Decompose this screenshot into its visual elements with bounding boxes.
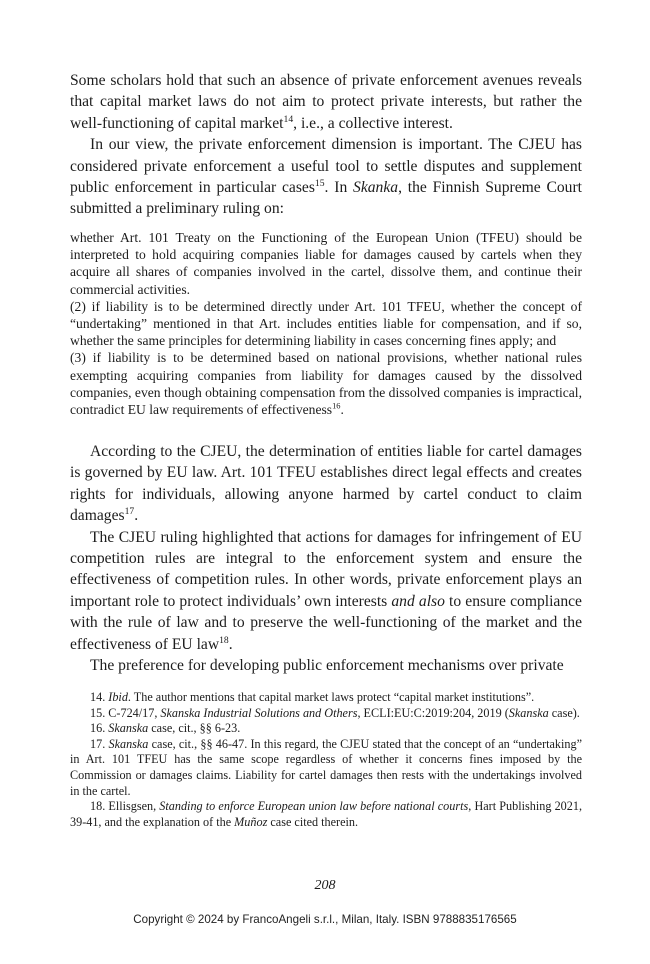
- footnote-text: . The author mentions that capital market laws protect “capital market institutions”.: [127, 690, 535, 704]
- footnote-italic: Skanska: [108, 736, 149, 751]
- body-text-top: [70, 70, 582, 220]
- body-text-bottom: [70, 441, 582, 676]
- footnote-ref[interactable]: 15: [314, 177, 325, 189]
- paragraph-text: to ensure compliance with the rule of law and to preserve the well-functioning of the market and the effectiveness of EU law: [70, 592, 582, 653]
- footnote-italic: Skanska: [508, 705, 549, 720]
- block-quote: [70, 229, 582, 418]
- footnote-text: , Hart Publishing 2021, 39-41, and the explanation of the: [70, 799, 583, 829]
- paragraph: [70, 70, 582, 134]
- emphasis: and also: [391, 592, 445, 610]
- footnotes: [70, 690, 582, 830]
- footnote-ref[interactable]: 14: [283, 113, 294, 125]
- footnote-number: 16.: [90, 721, 109, 736]
- footnote-italic: Standing to enforce European union law before national courts: [159, 799, 469, 814]
- footnote-italic: Skanska Industrial Solutions and Others: [160, 705, 358, 720]
- paragraph: [70, 527, 582, 655]
- copyright-notice: Copyright © 2024 by FrancoAngeli s.r.l., Milan, Italy. ISBN 9788835176565: [133, 913, 517, 926]
- footnote-ref[interactable]: 16: [332, 400, 341, 411]
- paragraph-text: .: [228, 635, 233, 653]
- footnote-italic: Muñoz: [234, 814, 268, 829]
- footnote-text: case, cit., §§ 46-47. In this regard, the CJEU stated that the concept of an “undertaking” in Art. 101 TFEU has the same scope regardless of whether it concerns fines imposed by the Commission or damages claims. Liability for cartel damages then rests with the undertakings involved in the cartel.: [70, 736, 583, 798]
- paragraph-text: In our view, the private enforcement dimension is important. The CJEU has considered private enforcement a useful tool to settle disputes and supplement public enforcement in particular cases: [70, 136, 582, 197]
- footnote-18: [70, 799, 582, 830]
- quote-item: whether Art. 101 Treaty on the Functioning of the European Union (TFEU) should be interpreted to hold acquiring companies liable for damages caused by cartels when they acquire all shares of companies involved in the cartel, dissolve them, and continue their commercial activities.: [70, 230, 582, 297]
- footnote-ref[interactable]: 17: [124, 506, 135, 518]
- paragraph-text: The CJEU ruling highlighted that actions for damages for infringement of EU competition rules are integral to the enforcement system and ensure the effectiveness of competition rules. In other words, private enforcement plays an important role to protect individuals’ own interests: [70, 528, 582, 610]
- paragraph: [70, 441, 582, 527]
- paragraph: [70, 134, 582, 220]
- footnote-text: case).: [548, 705, 580, 720]
- footnote-italic: Ibid: [108, 690, 128, 704]
- footnote-text: , ECLI:EU:C:2019:204, 2019 (: [357, 705, 509, 720]
- footnote-17: [70, 737, 582, 799]
- quote-text: .: [340, 402, 344, 418]
- paragraph: The preference for developing public enforcement mechanisms over private: [90, 657, 564, 675]
- footnote-16: [70, 721, 582, 737]
- paragraph-text: , i.e., a collective interest.: [293, 114, 453, 132]
- case-name: Skanka: [353, 179, 399, 197]
- paragraph-text: , the Finnish Supreme Court submitted a preliminary ruling on:: [70, 179, 582, 218]
- footnote-text: case cited therein.: [267, 814, 359, 829]
- footnote-14: [70, 690, 582, 706]
- quote-text: (3) if liability is to be determined based on national provisions, whether national rules exempting acquiring companies from liability for damages caused by the dissolved companies, even though obtaining compensation from the dissolved companies is impractical, contradict EU law requirements of effectiveness: [70, 350, 582, 418]
- footnote-ref[interactable]: 18: [219, 634, 229, 646]
- paragraph-text: Some scholars hold that such an absence of private enforcement avenues reveals that capital market laws do not aim to protect private interests, but rather the well-functioning of capital market: [70, 72, 582, 132]
- footnote-number: 18. Ellisgsen,: [90, 799, 160, 814]
- footnote-italic: Skanska: [108, 721, 149, 736]
- paragraph-text: .: [134, 507, 139, 525]
- quote-item: [70, 349, 582, 418]
- footnote-number: 15. C-724/17,: [90, 705, 161, 720]
- footnote-number: 17.: [90, 736, 109, 751]
- footnote-number: 14.: [90, 690, 109, 704]
- footnote-text: case, cit., §§ 6-23.: [148, 721, 241, 736]
- paragraph-text: . In: [324, 179, 354, 197]
- footnote-15: [70, 706, 582, 722]
- quote-item: (2) if liability is to be determined directly under Art. 101 TFEU, whether the concept of “undertaking” mentioned in that Art. includes entities liable for compensation, and if so, whether the same principles for determining liability in cases concerning fines apply; and: [70, 298, 582, 349]
- paragraph-text: According to the CJEU, the determination of entities liable for cartel damages is governed by EU law. Art. 101 TFEU establishes direct legal effects and creates rights for individuals, allowing anyone harmed by cartel conduct to claim damages: [70, 443, 582, 525]
- page-number: 208: [314, 878, 336, 893]
